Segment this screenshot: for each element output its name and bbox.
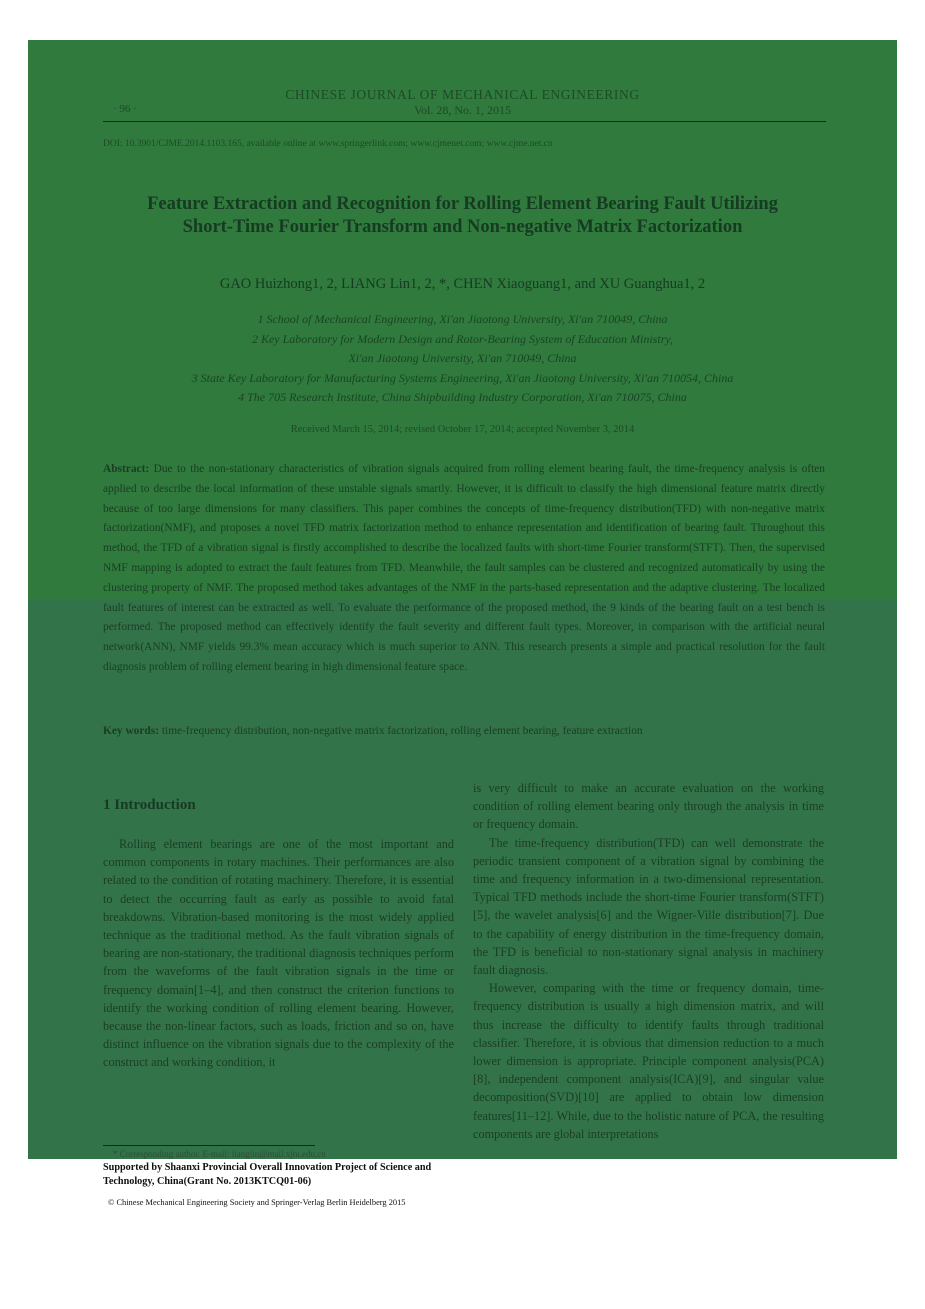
title-line-2: Short-Time Fourier Transform and Non-negative Matrix Factorization [182,217,743,237]
doi-line: DOI: 10.3901/CJME.2014.1103.165, available online at www.springerlink.com; www.cjmenet.com; www.cjme.net.cn [103,139,553,149]
affiliation-3: 3 State Key Laboratory for Manufacturing Systems Engineering, Xi'an Jiaotong University, Xi'an 710054, China [191,370,734,385]
abstract [103,460,825,678]
right-paragraph-1: is very difficult to make an accurate evaluation on the working condition of rolling element bearing only through the analysis in time or frequency domain. [473,781,824,832]
affiliation-4: 4 The 705 Research Institute, China Shipbuilding Industry Corporation, Xi'an 710075, China [238,390,687,404]
left-column [103,835,454,1072]
paper-title [60,193,865,239]
header-rule [103,121,826,122]
keywords-text: time-frequency distribution, non-negative matrix factorization, rolling element bearing, feature extraction [161,725,643,737]
affiliation-2: 2 Key Laboratory for Modern Design and Rotor-Bearing System of Education Ministry, [251,331,674,346]
right-paragraph-3: However, comparing with the time or frequency domain, time-frequency distribution is usually a high dimension matrix, and will thus increase the difficulty to identify faults through traditional classifier. Therefore, it is obvious that dimension reduction to a much lower dimension is appropriate. Principle component analysis(PCA)[8], independent component analysis(ICA)[9], and singular value decomposition(SVD)[10] are applied to obtain low dimension features[11–12]. While, due to the holistic nature of PCA, the resulting components are global interpretations [473,981,824,1141]
affiliation-2-cont: Xi'an Jiaotong University, Xi'an 710049, China [348,351,577,365]
footnote-copyright: © Chinese Mechanical Engineering Society and Springer-Verlag Berlin Heidelberg 2015 [108,1198,406,1207]
right-column [473,779,824,1143]
footnote-support: Supported by Shaanxi Provincial Overall Innovation Project of Science and Technology, China(Grant No. 2013KTCQ01-06) [103,1162,432,1187]
title-line-1: Feature Extraction and Recognition for Rolling Element Bearing Fault Utilizing [147,194,778,214]
footnote-rule [103,1145,315,1146]
journal-name: CHINESE JOURNAL OF MECHANICAL ENGINEERING [285,87,640,102]
affiliations [60,310,865,408]
left-paragraph: Rolling element bearings are one of the most important and common components in rotary machines. Their performances are also related to the condition of rotating machinery. Therefore, it is essential to detect the occurring fault as early as possible to avoid fatal breakdowns. Vibration-based monitoring is the most widely applied technique as the traditional method. As the fault vibration signals of bearing are non-stationary, the traditional diagnosis techniques perform from the waveforms of the fault vibration signals in the time or frequency domain[1–4], and then construct the criterion functions to identify the working condition of rolling element bearing. However, because the non-linear factors, such as loads, friction and so on, have distinct influence on the vibration signals due to the complexity of the construct and working condition, it [103,837,454,1070]
footnote-corresponding: * Corresponding author. E-mail: lianglin@mail.xjtu.edu.cn [113,1149,326,1159]
abstract-text: Due to the non-stationary characteristics of vibration signals acquired from rolling element bearing fault, the time-frequency analysis is often applied to describe the local information of these unstable signals smartly. However, it is difficult to classify the high dimensional feature matrix directly because of too large dimensions for many classifiers. This paper combines the concepts of time-frequency distribution(TFD) with non-negative matrix factorization(NMF), and proposes a novel TFD matrix factorization method to enhance representation and identification of bearing fault. Throughout this method, the TFD of a vibration signal is firstly accomplished to describe the localized faults with short-time Fourier transform(STFT). Then, the supervised NMF mapping is adopted to extract the fault features from TFD. Meanwhile, the fault samples can be clustered and recognized automatically by using the clustering property of NMF. The proposed method takes advantages of the NMF in the parts-based representation and the adaptive clustering. The localized fault features of interest can be extracted as well. To evaluate the performance of the proposed method, the 9 kinds of the bearing fault on a test bench is performed. The proposed method can effectively identify the fault severity and different fault types. Moreover, in comparison with the artificial neural network(ANN), NMF yields 99.3% mean accuracy which is much superior to ANN. This research presents a simple and practical resolution for the fault diagnosis problem of rolling element bearing in high dimensional feature space. [103,463,825,673]
abstract-label: Abstract: [103,463,150,475]
authors: GAO Huizhong1, 2, LIANG Lin1, 2, *, CHEN Xiaoguang1, and XU Guanghua1, 2 [219,276,706,292]
volume-info: Vol. 28, No. 1, 2015 [413,103,512,117]
keywords [103,725,825,737]
page-number: · 96 · [113,103,137,115]
intro-heading: 1 Introduction [103,797,196,813]
received-dates: Received March 15, 2014; revised October 17, 2014; accepted November 3, 2014 [290,424,635,435]
affiliation-1: 1 School of Mechanical Engineering, Xi'an Jiaotong University, Xi'an 710049, China [257,312,668,326]
keywords-label: Key words: [103,725,159,737]
right-paragraph-2: The time-frequency distribution(TFD) can well demonstrate the periodic transient component of a vibration signal by combining the time and frequency information in a two-dimensional representation. Typical TFD methods include the short-time Fourier transform(STFT)[5], the wavelet analysis[6] and the Wigner-Ville distribution[7]. Due to the capability of energy distribution in the time-frequency domain, the TFD is beneficial to non-stationary signal analysis in machinery fault diagnosis. [473,835,824,978]
